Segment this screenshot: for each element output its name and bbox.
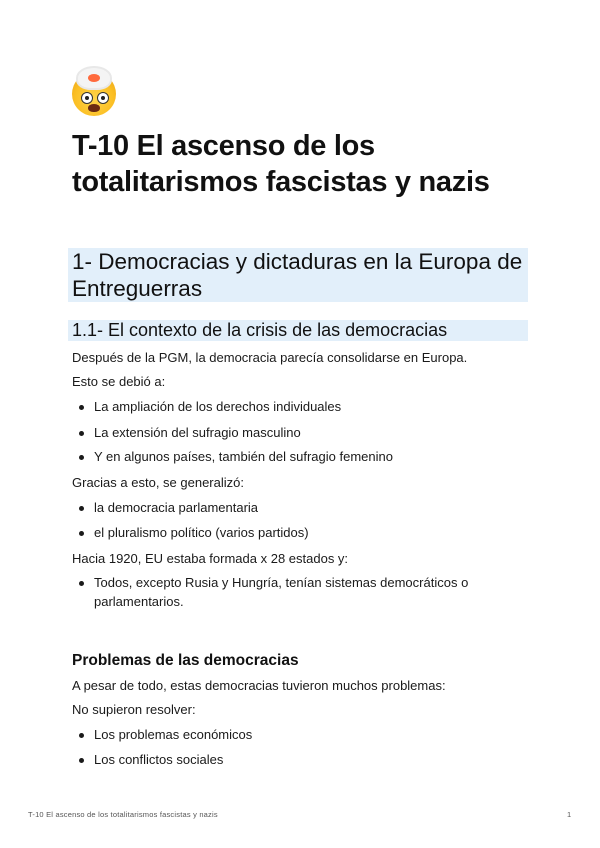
bullet-icon [79, 581, 84, 586]
section-heading: 1- Democracias y dictaduras en la Europa de Entreguerras [72, 249, 523, 301]
list-item: Todos, excepto Rusia y Hungría, tenían sistemas democráticos o parlamentarios. [94, 575, 469, 609]
footer-title: T-10 El ascenso de los totalitarismos fascistas y nazis [28, 810, 218, 819]
emoji-left-eye [81, 92, 93, 104]
list-item: Los problemas económicos [94, 727, 253, 742]
list-item: Los conflictos sociales [94, 752, 224, 767]
paragraph: Esto se debió a: [72, 374, 166, 389]
page-title: T-10 El ascenso de los totalitarismos fascistas y nazis [72, 130, 490, 198]
bullet-icon [79, 531, 84, 536]
exploding-head-icon [72, 72, 116, 116]
emoji-mouth [88, 104, 100, 112]
list-item: el pluralismo político (varios partidos) [94, 525, 309, 540]
list-item: La ampliación de los derechos individuales [94, 399, 342, 414]
bullet-icon [79, 733, 84, 738]
bullet-icon [79, 431, 84, 436]
subsection-heading: 1.1- El contexto de la crisis de las democracias [72, 320, 448, 340]
emoji-right-eye [97, 92, 109, 104]
page-number: 1 [567, 810, 572, 819]
problems-heading: Problemas de las democracias [72, 652, 299, 669]
list-item: La extensión del sufragio masculino [94, 425, 301, 440]
paragraph: Gracias a esto, se generalizó: [72, 475, 244, 490]
list-item: Y en algunos países, también del sufragio femenino [94, 449, 393, 464]
paragraph: No supieron resolver: [72, 702, 196, 717]
bullet-icon [79, 455, 84, 460]
bullet-icon [79, 405, 84, 410]
list-item: la democracia parlamentaria [94, 500, 259, 515]
paragraph: A pesar de todo, estas democracias tuvieron muchos problemas: [72, 678, 446, 693]
bullet-icon [79, 506, 84, 511]
paragraph: Después de la PGM, la democracia parecía consolidarse en Europa. [72, 350, 468, 365]
bullet-icon [79, 758, 84, 763]
emoji-burst [78, 68, 110, 88]
paragraph: Hacia 1920, EU estaba formada x 28 estados y: [72, 551, 349, 566]
